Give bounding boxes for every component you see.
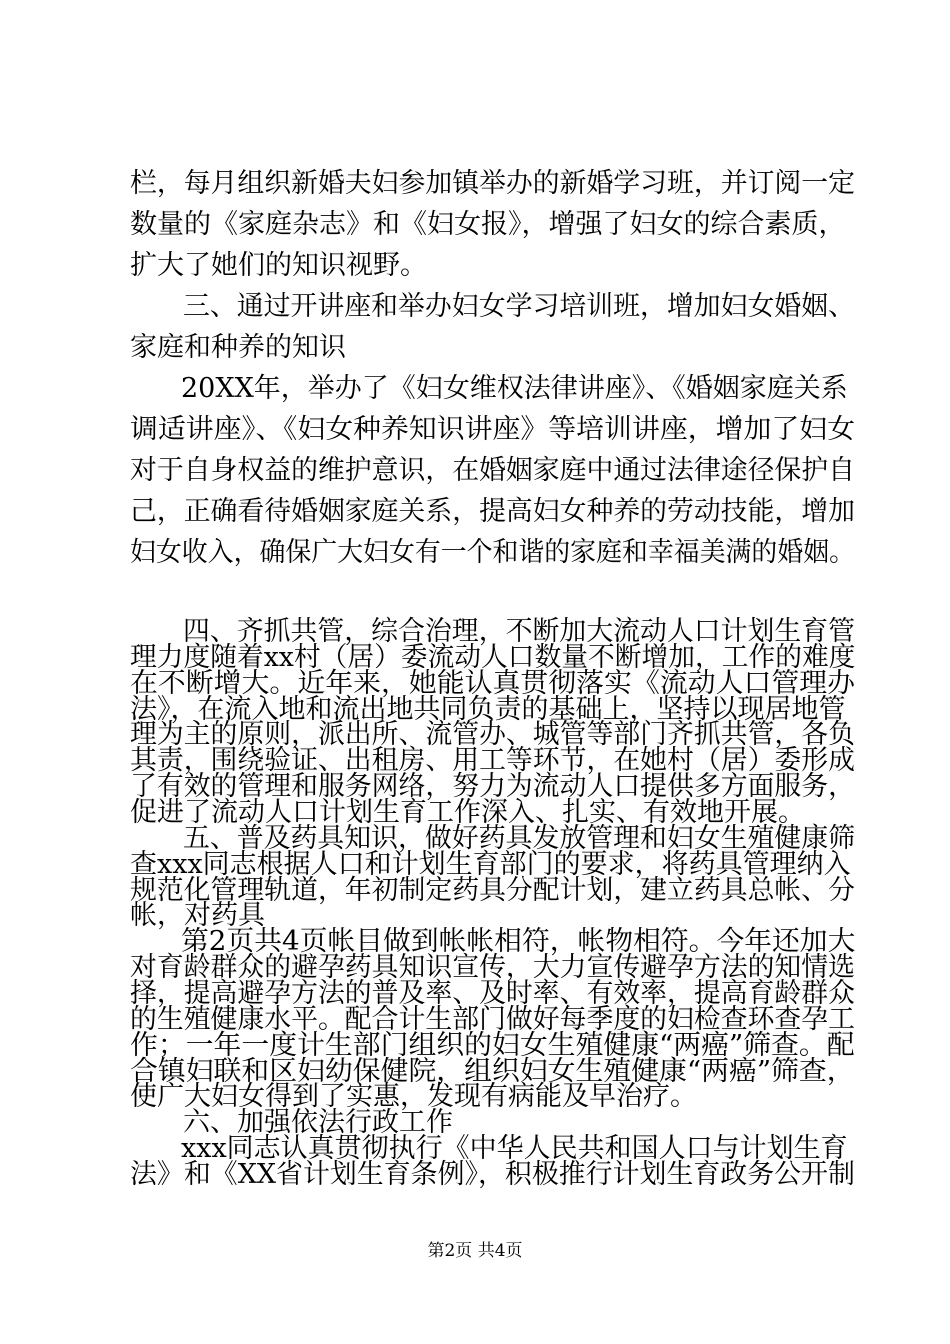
section-heading: 三、通过开讲座和举办妇女学习培训班，增加妇女婚姻、 — [183, 291, 856, 322]
body-line: 查xxx同志根据人口和计划生育部门的要求，将药具管理纳入 — [130, 849, 851, 880]
body-line: 合镇妇联和区妇幼保健院，组织妇女生殖健康“两癌”筛查， — [130, 1056, 855, 1087]
body-line: 数量的《家庭杂志》和《妇女报》，增强了妇女的综合素质， — [130, 209, 846, 240]
body-line: 规范化管理轨道，年初制定药具分配计划，建立药具总帐、分 — [130, 875, 855, 906]
section-heading: 四、齐抓共管，综合治理，不断加大流动人口计划生育管 — [183, 616, 856, 647]
body-line: 法》，在流入地和流出地共同负责的基础上，坚持以现居地管 — [130, 694, 846, 725]
body-line: xxx同志认真贯彻执行《中华人民共和国人口与计划生育 — [181, 1133, 848, 1164]
body-line: 妇女收入，确保广大妇女有一个和谐的家庭和幸福美满的婚姻。 — [130, 537, 856, 568]
body-line: 理为主的原则，派出所、流管办、城管等部门齐抓共管，各负 — [130, 719, 855, 750]
body-line: 帐，对药具 — [130, 900, 265, 931]
body-line: 对育龄群众的避孕药具知识宣传，大力宣传避孕方法的知情选 — [130, 952, 855, 983]
body-line: 调适讲座》、《妇女种养知识讲座》等培训讲座，增加了妇女 — [130, 414, 856, 445]
body-line: 理力度随着xx村（居）委流动人口数量不断增加，工作的难度 — [130, 642, 856, 673]
body-line: 20XX年，举办了《妇女维权法律讲座》、《婚姻家庭关系 — [181, 373, 848, 404]
body-line: 择，提高避孕方法的普及率、及时率、有效率，提高育龄群众 — [130, 978, 855, 1009]
body-line: 扩大了她们的知识视野。 — [130, 250, 427, 281]
page-footer: 第2页 共4页 — [427, 1241, 523, 1261]
section-heading: 家庭和种养的知识 — [130, 332, 346, 363]
body-line: 的生殖健康水平。配合计生部门做好每季度的妇检查环查孕工 — [130, 1004, 855, 1035]
body-line: 其责，围绕验证、出租房、用工等环节，在她村（居）委形成 — [130, 745, 855, 776]
body-line: 己，正确看待婚姻家庭关系，提高妇女种养的劳动技能，增加 — [130, 496, 855, 527]
body-line: 作；一年一度计生部门组织的妇女生殖健康“两癌”筛查。配 — [130, 1030, 855, 1061]
section-heading: 五、普及药具知识，做好药具发放管理和妇女生殖健康筛 — [183, 823, 856, 854]
body-line: 法》和《XX省计划生育条例》，积极推行计划生育政务公开制 — [130, 1159, 855, 1190]
body-line: 使广大妇女得到了实惠，发现有病能及早治疗。 — [130, 1081, 697, 1112]
body-line: 了有效的管理和服务网络，努力为流动人口提供多方面服务， — [130, 771, 855, 802]
body-line: 促进了流动人口计划生育工作深入、扎实、有效地开展。 — [130, 797, 805, 828]
section-heading: 六、加强依法行政工作 — [183, 1107, 453, 1138]
body-line: 对于自身权益的维护意识，在婚姻家庭中通过法律途径保护自 — [130, 455, 855, 486]
body-line: 第2页共4页帐目做到帐帐相符，帐物相符。今年还加大 — [181, 926, 856, 957]
body-line: 栏，每月组织新婚夫妇参加镇举办的新婚学习班，并订阅一定 — [130, 168, 855, 199]
body-line: 在不断增大。近年来，她能认真贯彻落实《流动人口管理办 — [130, 668, 856, 699]
